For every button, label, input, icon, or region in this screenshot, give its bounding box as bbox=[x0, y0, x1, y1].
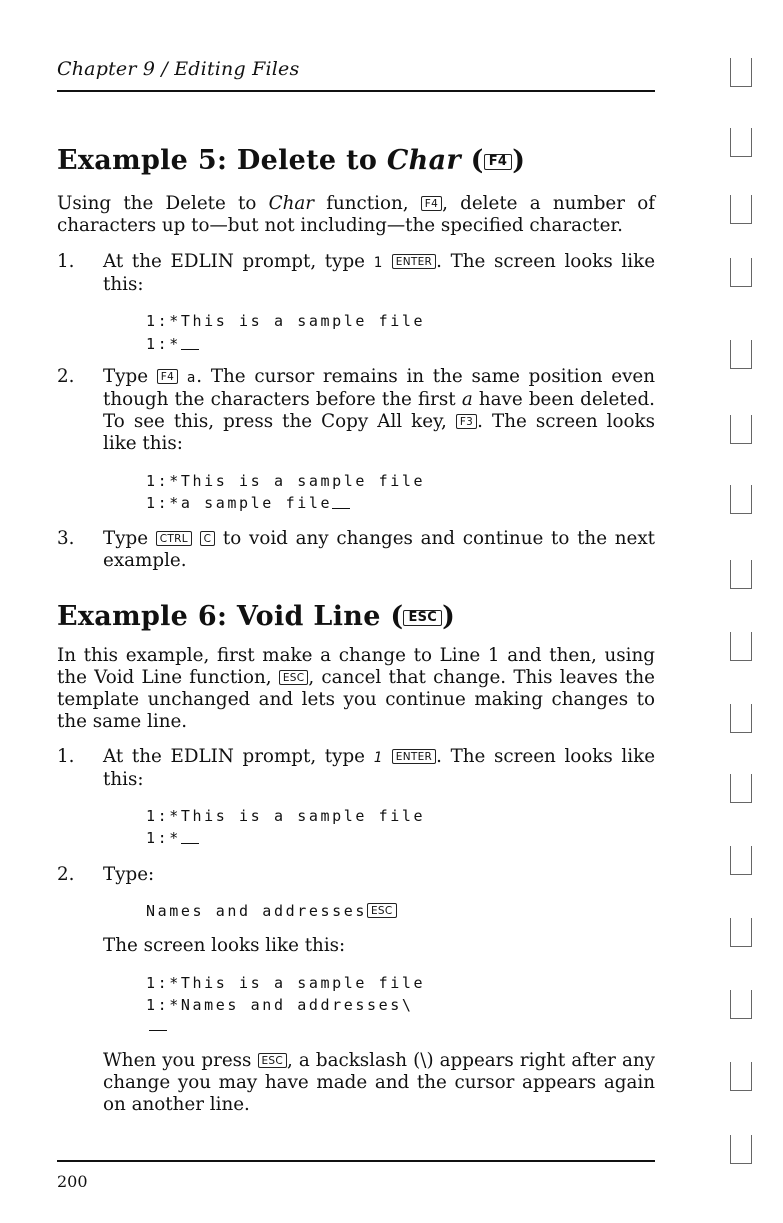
binder-hole-mark bbox=[730, 58, 752, 87]
key-cap: F3 bbox=[456, 414, 477, 429]
example6-heading: Example 6: Void Line ( ESC ) bbox=[57, 601, 456, 632]
text-span: Using the Delete to bbox=[57, 193, 269, 214]
key-cap: ESC bbox=[403, 610, 442, 626]
binder-hole-mark bbox=[730, 195, 752, 224]
text-span: Char bbox=[268, 193, 314, 214]
code-span: 1 bbox=[373, 750, 384, 766]
step-number: 1. bbox=[57, 746, 75, 767]
example5-heading-italic: Char bbox=[386, 145, 461, 176]
binder-hole-mark bbox=[730, 918, 752, 947]
screen-line: 1:*This is a sample file bbox=[146, 312, 426, 330]
key-cap: ESC bbox=[258, 1053, 288, 1068]
typed-input bbox=[146, 902, 397, 920]
binder-hole-mark bbox=[730, 340, 752, 369]
code-span: a bbox=[186, 370, 197, 386]
example6-screen-intro: The screen looks like this: bbox=[103, 935, 346, 956]
cursor bbox=[149, 1030, 167, 1031]
example6-closing bbox=[103, 1050, 655, 1116]
binder-hole-mark bbox=[730, 560, 752, 589]
binder-hole-mark bbox=[730, 990, 752, 1019]
text-span: . The screen looks like this: bbox=[103, 411, 656, 454]
key-cap: CTRL bbox=[156, 531, 192, 546]
binder-hole-mark bbox=[730, 704, 752, 733]
binder-hole-mark bbox=[730, 485, 752, 514]
step-number: 2. bbox=[57, 864, 75, 885]
screen-line: 1:*This is a sample file bbox=[146, 807, 426, 825]
binder-hole-mark bbox=[730, 1062, 752, 1091]
text-span: At the EDLIN prompt, type bbox=[103, 251, 374, 272]
example6-intro bbox=[57, 645, 655, 733]
screen-line: 1:*This is a sample file bbox=[146, 974, 426, 992]
text-span: Names and addresses bbox=[146, 902, 367, 920]
text-span: Type bbox=[103, 366, 157, 387]
document-page bbox=[57, 0, 657, 1223]
example5-step1 bbox=[103, 251, 655, 296]
footer-rule bbox=[57, 1160, 655, 1162]
header-rule bbox=[57, 90, 655, 92]
screen-line: 1:*This is a sample file bbox=[146, 472, 426, 490]
text-span: 1:* bbox=[146, 335, 181, 353]
binder-margin-marks bbox=[728, 0, 768, 1223]
key-cap: ESC bbox=[367, 903, 397, 918]
step-number: 2. bbox=[57, 366, 75, 387]
text-span: to void any changes and continue to the next example. bbox=[103, 528, 655, 571]
cursor bbox=[181, 841, 199, 844]
key-cap: ENTER bbox=[392, 254, 436, 269]
example5-step2 bbox=[103, 366, 655, 455]
example5-step3 bbox=[103, 528, 655, 572]
key-cap: ESC bbox=[279, 670, 309, 685]
text-span: , delete a number of characters up to—but not including—the specified character. bbox=[57, 193, 655, 236]
key-cap: C bbox=[200, 531, 216, 546]
step-number: 3. bbox=[57, 528, 75, 549]
binder-hole-mark bbox=[730, 1135, 752, 1164]
text-span: . The screen looks like this: bbox=[103, 746, 656, 790]
cursor bbox=[181, 347, 199, 350]
binder-hole-mark bbox=[730, 632, 752, 661]
example6-heading-text: Example 6: Void Line bbox=[57, 601, 391, 632]
screen-line: 1:*Names and addresses\ bbox=[146, 996, 414, 1014]
example5-heading-text: Example 5: Delete to bbox=[57, 145, 387, 176]
key-cap: F4 bbox=[484, 154, 513, 170]
text-span: a bbox=[461, 389, 473, 410]
text-span: have been deleted. To see this, press the Copy All key, bbox=[103, 389, 655, 432]
screen-line bbox=[146, 494, 350, 512]
example5-heading: Example 5: Delete to Char ( F4 ) bbox=[57, 145, 526, 176]
binder-hole-mark bbox=[730, 846, 752, 875]
key-cap: F4 bbox=[157, 369, 178, 384]
step-number: 1. bbox=[57, 251, 75, 272]
code-span: 1 bbox=[373, 255, 384, 271]
screen-line bbox=[146, 335, 199, 353]
example6-step2: Type: bbox=[103, 864, 155, 885]
example6-step1 bbox=[103, 746, 655, 791]
screen-line bbox=[146, 829, 199, 847]
text-span: function, bbox=[314, 193, 421, 214]
text-span: . The screen looks like this: bbox=[103, 251, 656, 295]
text-span: , cancel that change. This leaves the template unchanged and lets you continue making changes to the same line. bbox=[57, 667, 655, 732]
key-cap: F4 bbox=[421, 196, 442, 211]
text-span: . The cursor remains in the same position even though the characters before the first bbox=[103, 366, 656, 410]
example5-intro bbox=[57, 193, 655, 237]
text-span: 1:*a sample file bbox=[146, 494, 333, 512]
binder-hole-mark bbox=[730, 774, 752, 803]
text-span: In this example, first make a change to Line 1 and then, using the Void Line function, bbox=[57, 645, 655, 688]
binder-hole-mark bbox=[730, 258, 752, 287]
page-number: 200 bbox=[57, 1172, 88, 1191]
text-span: At the EDLIN prompt, type bbox=[103, 746, 374, 767]
text-span: 1:* bbox=[146, 829, 181, 847]
binder-hole-mark bbox=[730, 128, 752, 157]
text-span: When you press bbox=[103, 1050, 258, 1071]
text-span: Type bbox=[103, 528, 156, 549]
text-span: , a backslash (\) appears right after any change you may have made and the cursor appears again on another line. bbox=[103, 1050, 655, 1115]
key-cap: ENTER bbox=[392, 749, 436, 764]
binder-hole-mark bbox=[730, 415, 752, 444]
chapter-header: Chapter 9 / Editing Files bbox=[57, 58, 300, 80]
cursor bbox=[332, 506, 350, 509]
